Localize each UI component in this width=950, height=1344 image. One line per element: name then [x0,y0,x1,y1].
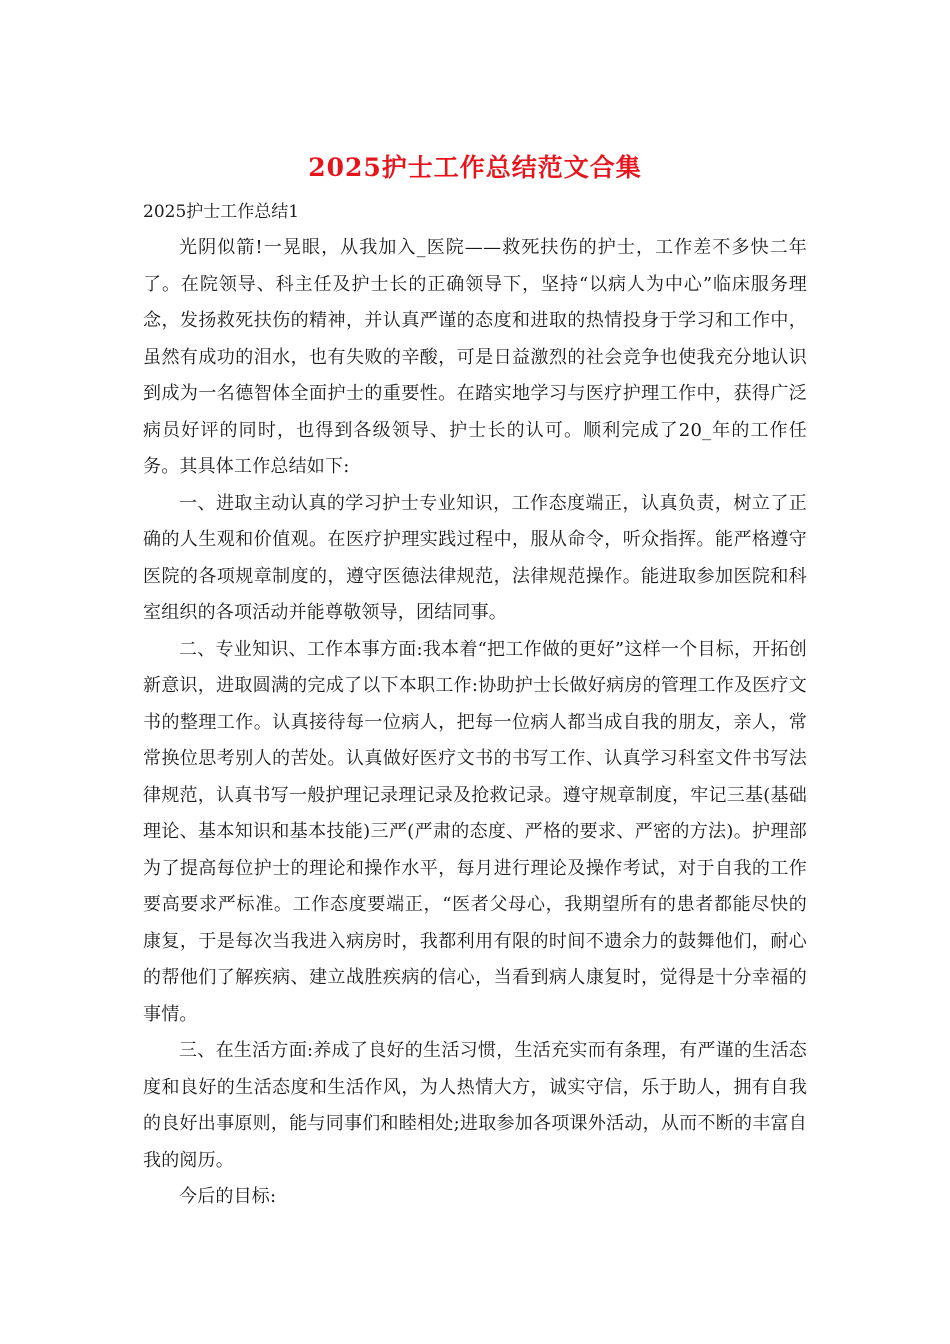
paragraph-point-2: 二、专业知识、工作本事方面:我本着“把工作做的更好”这样一个目标，开拓创新意识，进取圆满的完成了以下本职工作:协助护士长做好病房的管理工作及医疗文书的整理工作。认真接待每一位病人，把每一位病人都当成自我的朋友，亲人，常常换位思考别人的苦处。认真做好医疗文书的书写工作、认真学习科室文件书写法律规范，认真书写一般护理记录理记录及抢救记录。遵守规章制度，牢记三基(基础理论、基本知识和基本技能)三严(严肃的态度、严格的要求、严密的方法)。护理部为了提高每位护士的理论和操作水平，每月进行理论及操作考试，对于自我的工作要高要求严标准。工作态度要端正，“医者父母心，我期望所有的患者都能尽快的康复，于是每次当我进入病房时，我都利用有限的时间不遗余力的鼓舞他们，耐心的帮他们了解疾病、建立战胜疾病的信心，当看到病人康复时，觉得是十分幸福的事情。 [143,638,807,1025]
paragraph-future-goals: 今后的目标: [179,1186,277,1207]
document-body [143,230,807,1216]
paragraph-point-1: 一、进取主动认真的学习护士专业知识，工作态度端正，认真负责，树立了正确的人生观和价值观。在医疗护理实践过程中，服从命令，听众指挥。能严格遵守医院的各项规章制度的，遵守医德法律规范，法律规范操作。能进取参加医院和科室组织的各项活动并能尊敬领导，团结同事。 [143,492,807,623]
paragraph-intro: 光阴似箭!一晃眼，从我加入_医院——救死扶伤的护士，工作差不多快二年了。在院领导、科主任及护士长的正确领导下，坚持“以病人为中心”临床服务理念，发扬救死扶伤的精神，并认真严谨的态度和进取的热情投身于学习和工作中，虽然有成功的泪水，也有失败的辛酸，可是日益激烈的社会竞争也使我充分地认识到成为一名德智体全面护士的重要性。在踏实地学习与医疗护理工作中，获得广泛病员好评的同时，也得到各级领导、护士长的认可。顺利完成了20_年的工作任务。其具体工作总结如下: [143,237,807,477]
document-title: 2025护士工作总结范文合集 [308,153,642,182]
section-heading: 2025护士工作总结1 [143,202,300,222]
paragraph-point-3: 三、在生活方面:养成了良好的生活习惯，生活充实而有条理，有严谨的生活态度和良好的生活态度和生活作风，为人热情大方，诚实守信，乐于助人，拥有自我的良好出事原则，能与同事们和睦相处;进取参加各项课外活动，从而不断的丰富自我的阅历。 [143,1040,807,1171]
